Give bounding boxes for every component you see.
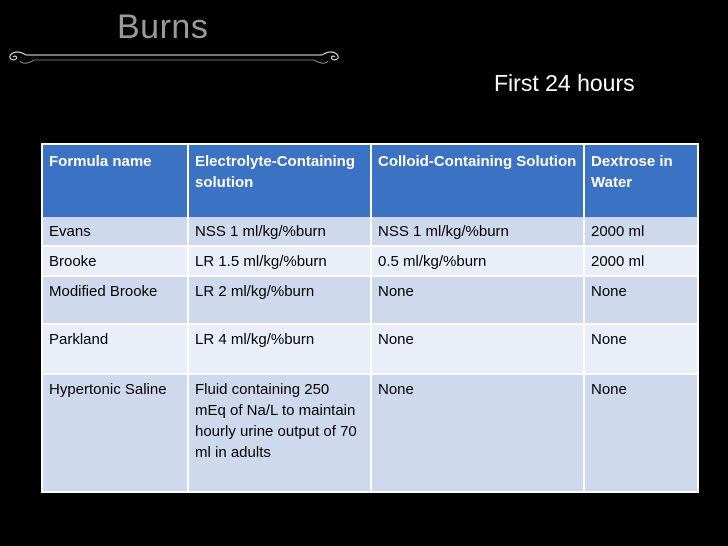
table-row bbox=[43, 325, 697, 375]
table-row bbox=[43, 247, 697, 277]
title-underline-ornament bbox=[4, 46, 344, 70]
table-header-row bbox=[43, 145, 697, 217]
table-cell: Brooke bbox=[43, 247, 189, 277]
table-cell: 2000 ml bbox=[585, 217, 697, 247]
header-dextrose: Dextrose in Water bbox=[585, 145, 697, 217]
table-cell: None bbox=[372, 375, 585, 491]
burn-formula-table bbox=[41, 143, 699, 493]
header-electrolyte: Electrolyte-Containing solution bbox=[189, 145, 372, 217]
table-cell: 2000 ml bbox=[585, 247, 697, 277]
table-cell: NSS 1 ml/kg/%burn bbox=[372, 217, 585, 247]
table-cell: Evans bbox=[43, 217, 189, 247]
table-cell: None bbox=[372, 325, 585, 375]
table-row bbox=[43, 217, 697, 247]
table-cell: Parkland bbox=[43, 325, 189, 375]
table-row bbox=[43, 277, 697, 325]
header-colloid: Colloid-Containing Solution bbox=[372, 145, 585, 217]
table-cell: LR 2 ml/kg/%burn bbox=[189, 277, 372, 325]
table-cell: None bbox=[585, 375, 697, 491]
table-cell: None bbox=[372, 277, 585, 325]
table-cell: NSS 1 ml/kg/%burn bbox=[189, 217, 372, 247]
slide-subtitle: First 24 hours bbox=[494, 70, 635, 96]
header-formula-name: Formula name bbox=[43, 145, 189, 217]
table-row bbox=[43, 375, 697, 491]
table-cell: Hypertonic Saline bbox=[43, 375, 189, 491]
table-cell: None bbox=[585, 277, 697, 325]
table-cell: LR 4 ml/kg/%burn bbox=[189, 325, 372, 375]
table-cell: None bbox=[585, 325, 697, 375]
table-cell: Modified Brooke bbox=[43, 277, 189, 325]
table-cell: Fluid containing 250 mEq of Na/L to maintain hourly urine output of 70 ml in adults bbox=[189, 375, 372, 491]
table-cell: 0.5 ml/kg/%burn bbox=[372, 247, 585, 277]
table-cell: LR 1.5 ml/kg/%burn bbox=[189, 247, 372, 277]
slide-title: Burns bbox=[117, 8, 209, 46]
